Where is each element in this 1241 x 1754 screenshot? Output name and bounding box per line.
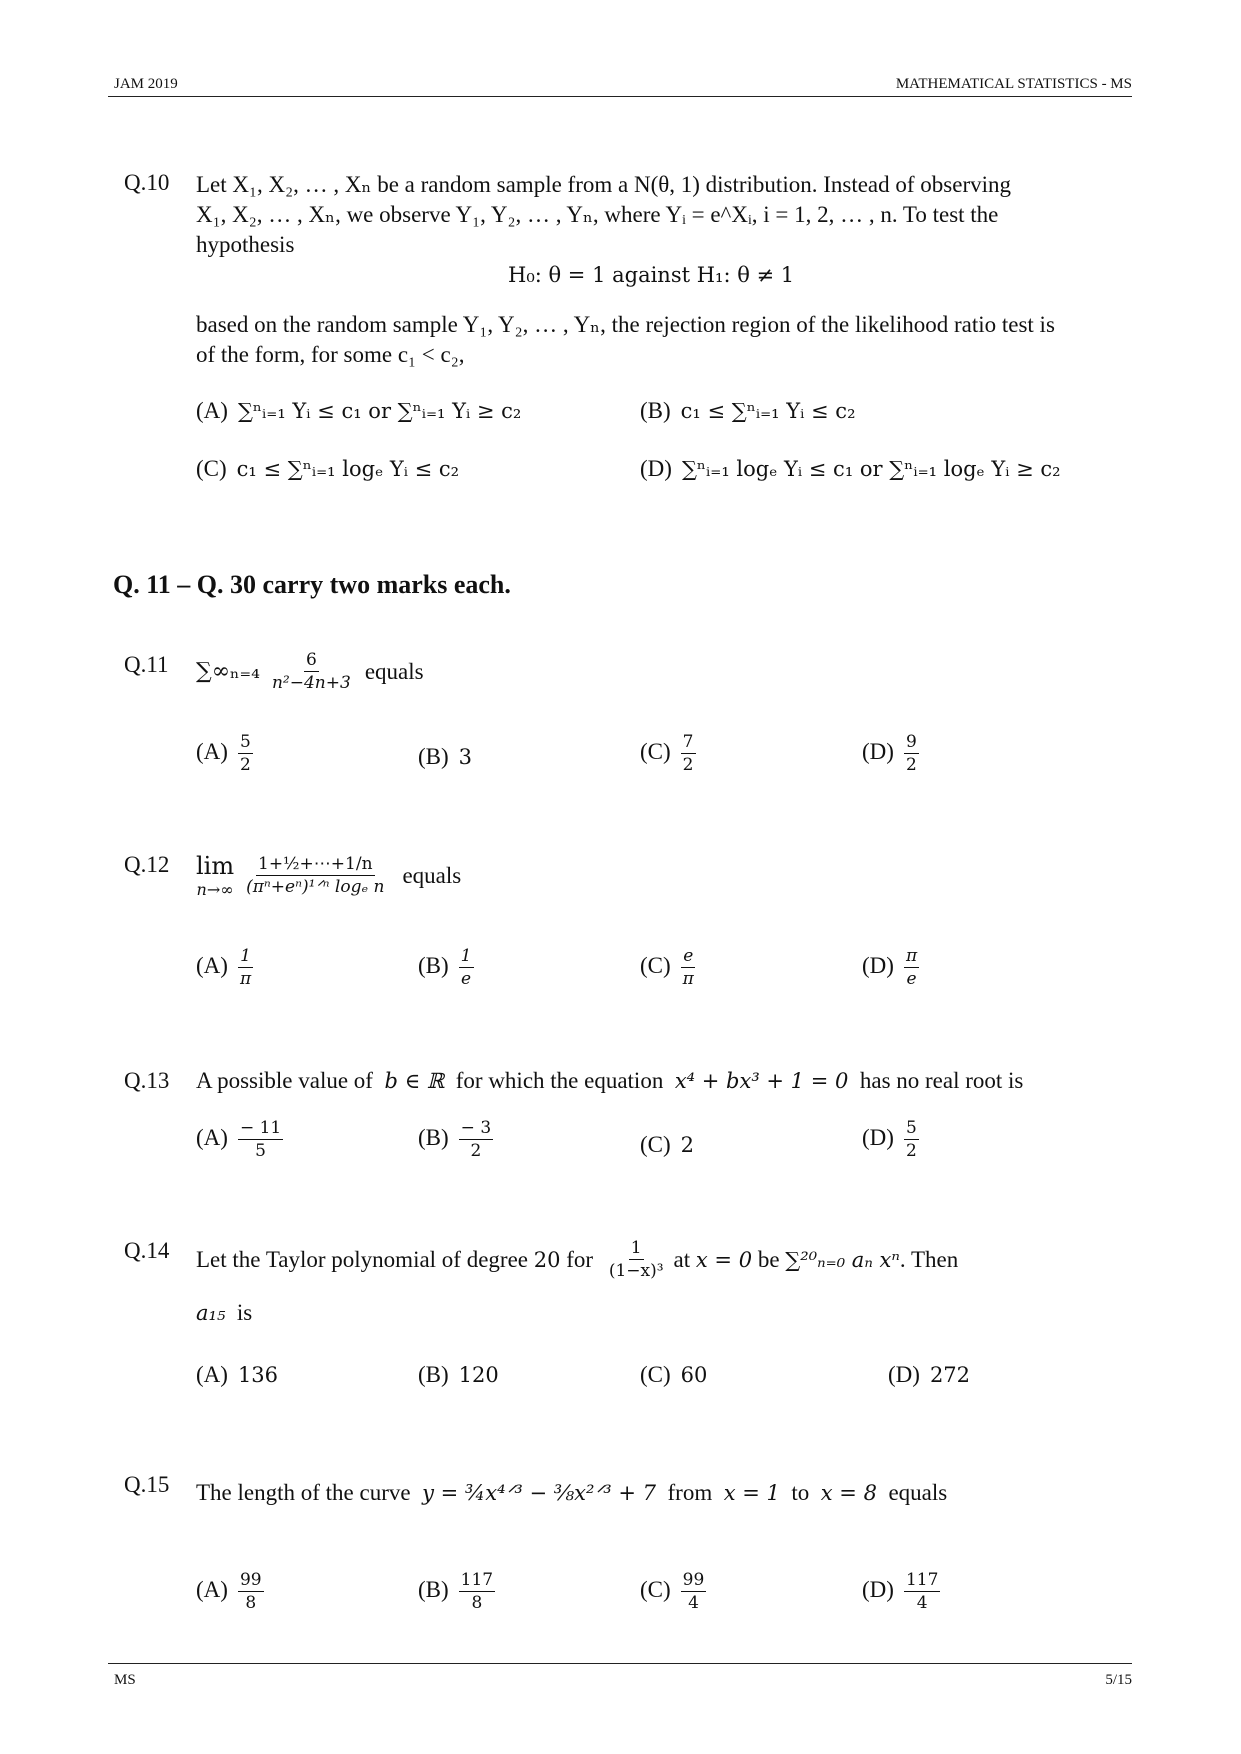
q14-option-b[interactable]: (B) 120 bbox=[418, 1362, 499, 1387]
page-header bbox=[108, 72, 1132, 97]
q11-option-c[interactable]: (C) $\frac{7}{2}$ bbox=[640, 732, 694, 775]
question-number: Q.12 bbox=[124, 852, 170, 877]
q12-option-b[interactable]: (B) $\frac{1}{e}$ bbox=[418, 946, 472, 989]
q13-option-d[interactable]: (D) $\frac{5}{2}$ bbox=[862, 1118, 917, 1161]
question-number: Q.10 bbox=[124, 170, 170, 195]
q10-option-c[interactable]: (C) c₁ ≤ ∑ⁿᵢ₌₁ logₑ Yᵢ ≤ c₂ bbox=[196, 456, 460, 481]
q12-fraction: $\frac{\text{1+½+⋯+1/n}}{\text{(πⁿ+eⁿ)¹ᐟⁿ logₑ n}}$ bbox=[246, 854, 385, 897]
paper-name: MATHEMATICAL STATISTICS - MS bbox=[895, 76, 1132, 92]
q10-line-4: based on the random sample Y₁, Y₂, … , Yₙ, the rejection region of the likelihood ratio test is bbox=[196, 312, 1055, 337]
q13-stem: A possible value of b ∈ ℝ for which the equation x⁴ + bx³ + 1 = 0 has no real root is bbox=[196, 1068, 1024, 1093]
question-number: Q.15 bbox=[124, 1472, 170, 1497]
q11-option-b[interactable]: (B) 3 bbox=[418, 744, 473, 769]
q14-option-a[interactable]: (A) 136 bbox=[196, 1362, 279, 1387]
exam-name: JAM 2019 bbox=[114, 76, 178, 92]
q15-stem: The length of the curve y = ¾x⁴ᐟ³ − ⅜x²ᐟ³ + 7 from x = 1 to x = 8 equals bbox=[196, 1480, 948, 1505]
q14-option-c[interactable]: (C) 60 bbox=[640, 1362, 708, 1387]
q12-limit: lim n→∞ bbox=[196, 852, 235, 899]
page-footer bbox=[108, 1663, 1132, 1694]
q10-option-a[interactable]: (A) ∑ⁿᵢ₌₁ Yᵢ ≤ c₁ or ∑ⁿᵢ₌₁ Yᵢ ≥ c₂ bbox=[196, 398, 522, 423]
q12-option-a[interactable]: (A) $\frac{1}{\pi}$ bbox=[196, 946, 252, 989]
q15-option-b[interactable]: (B) $\frac{117}{8}$ bbox=[418, 1570, 494, 1613]
q13-option-c[interactable]: (C) 2 bbox=[640, 1132, 695, 1157]
q11-stem: ∑∞ₙ₌₄ $\frac{6}{\text{n²−4n+3}}$ equals bbox=[196, 650, 424, 693]
question-number: Q.13 bbox=[124, 1068, 170, 1093]
q15-option-a[interactable]: (A) $\frac{99}{8}$ bbox=[196, 1570, 262, 1613]
q12-option-c[interactable]: (C) $\frac{e}{\pi}$ bbox=[640, 946, 694, 989]
q14-stem: Let the Taylor polynomial of degree 20 for $\frac{1}{\text{(1−x)³}}$ at x = 0 be ∑²⁰ₙ₌₀ aₙ xⁿ . Then bbox=[196, 1238, 959, 1281]
q15-option-d[interactable]: (D) $\frac{117}{4}$ bbox=[862, 1570, 939, 1613]
section-heading: Q. 11 – Q. 30 carry two marks each. bbox=[113, 570, 511, 599]
page-number: 5/15 bbox=[1105, 1672, 1132, 1688]
q13-option-a[interactable]: (A) $\frac{- 11}{5}$ bbox=[196, 1118, 282, 1161]
question-number: Q.11 bbox=[124, 652, 169, 677]
q11-option-a[interactable]: (A) $\frac{5}{2}$ bbox=[196, 732, 251, 775]
q10-line-5: of the form, for some c₁ < c₂, bbox=[196, 342, 465, 367]
q15-option-c[interactable]: (C) $\frac{99}{4}$ bbox=[640, 1570, 705, 1613]
q10-line-1: Let X₁, X₂, … , Xₙ be a random sample from a N(θ, 1) distribution. Instead of observing bbox=[196, 172, 1011, 197]
q11-fraction: $\frac{6}{\text{n²−4n+3}}$ bbox=[271, 650, 351, 693]
q10-option-d[interactable]: (D) ∑ⁿᵢ₌₁ logₑ Yᵢ ≤ c₁ or ∑ⁿᵢ₌₁ logₑ Yᵢ ≥ c₂ bbox=[640, 456, 1061, 481]
q14-option-d[interactable]: (D) 272 bbox=[888, 1362, 971, 1387]
q10-option-b[interactable]: (B) c₁ ≤ ∑ⁿᵢ₌₁ Yᵢ ≤ c₂ bbox=[640, 398, 856, 423]
q12-option-d[interactable]: (D) $\frac{\pi}{e}$ bbox=[862, 946, 918, 989]
q14-stem-line-2: a₁₅ is bbox=[196, 1300, 253, 1325]
q10-hypothesis: H₀: θ = 1 against H₁: θ ≠ 1 bbox=[508, 263, 795, 287]
q12-stem: lim n→∞ $\frac{\text{1+½+⋯+1/n}}{\text{(πⁿ+eⁿ)¹ᐟⁿ logₑ n}}$ equals bbox=[196, 852, 462, 899]
q10-line-3: hypothesis bbox=[196, 232, 295, 257]
q10-line-2: X₁, X₂, … , Xₙ, we observe Y₁, Y₂, … , Yₙ, where Yᵢ = e^Xᵢ, i = 1, 2, … , n. To test the bbox=[196, 202, 999, 227]
paper-code: MS bbox=[114, 1672, 136, 1688]
q11-option-d[interactable]: (D) $\frac{9}{2}$ bbox=[862, 732, 917, 775]
q13-option-b[interactable]: (B) $\frac{- 3}{2}$ bbox=[418, 1118, 492, 1161]
q11-sum: ∑∞ₙ₌₄ bbox=[196, 659, 260, 684]
question-number: Q.14 bbox=[124, 1238, 170, 1263]
